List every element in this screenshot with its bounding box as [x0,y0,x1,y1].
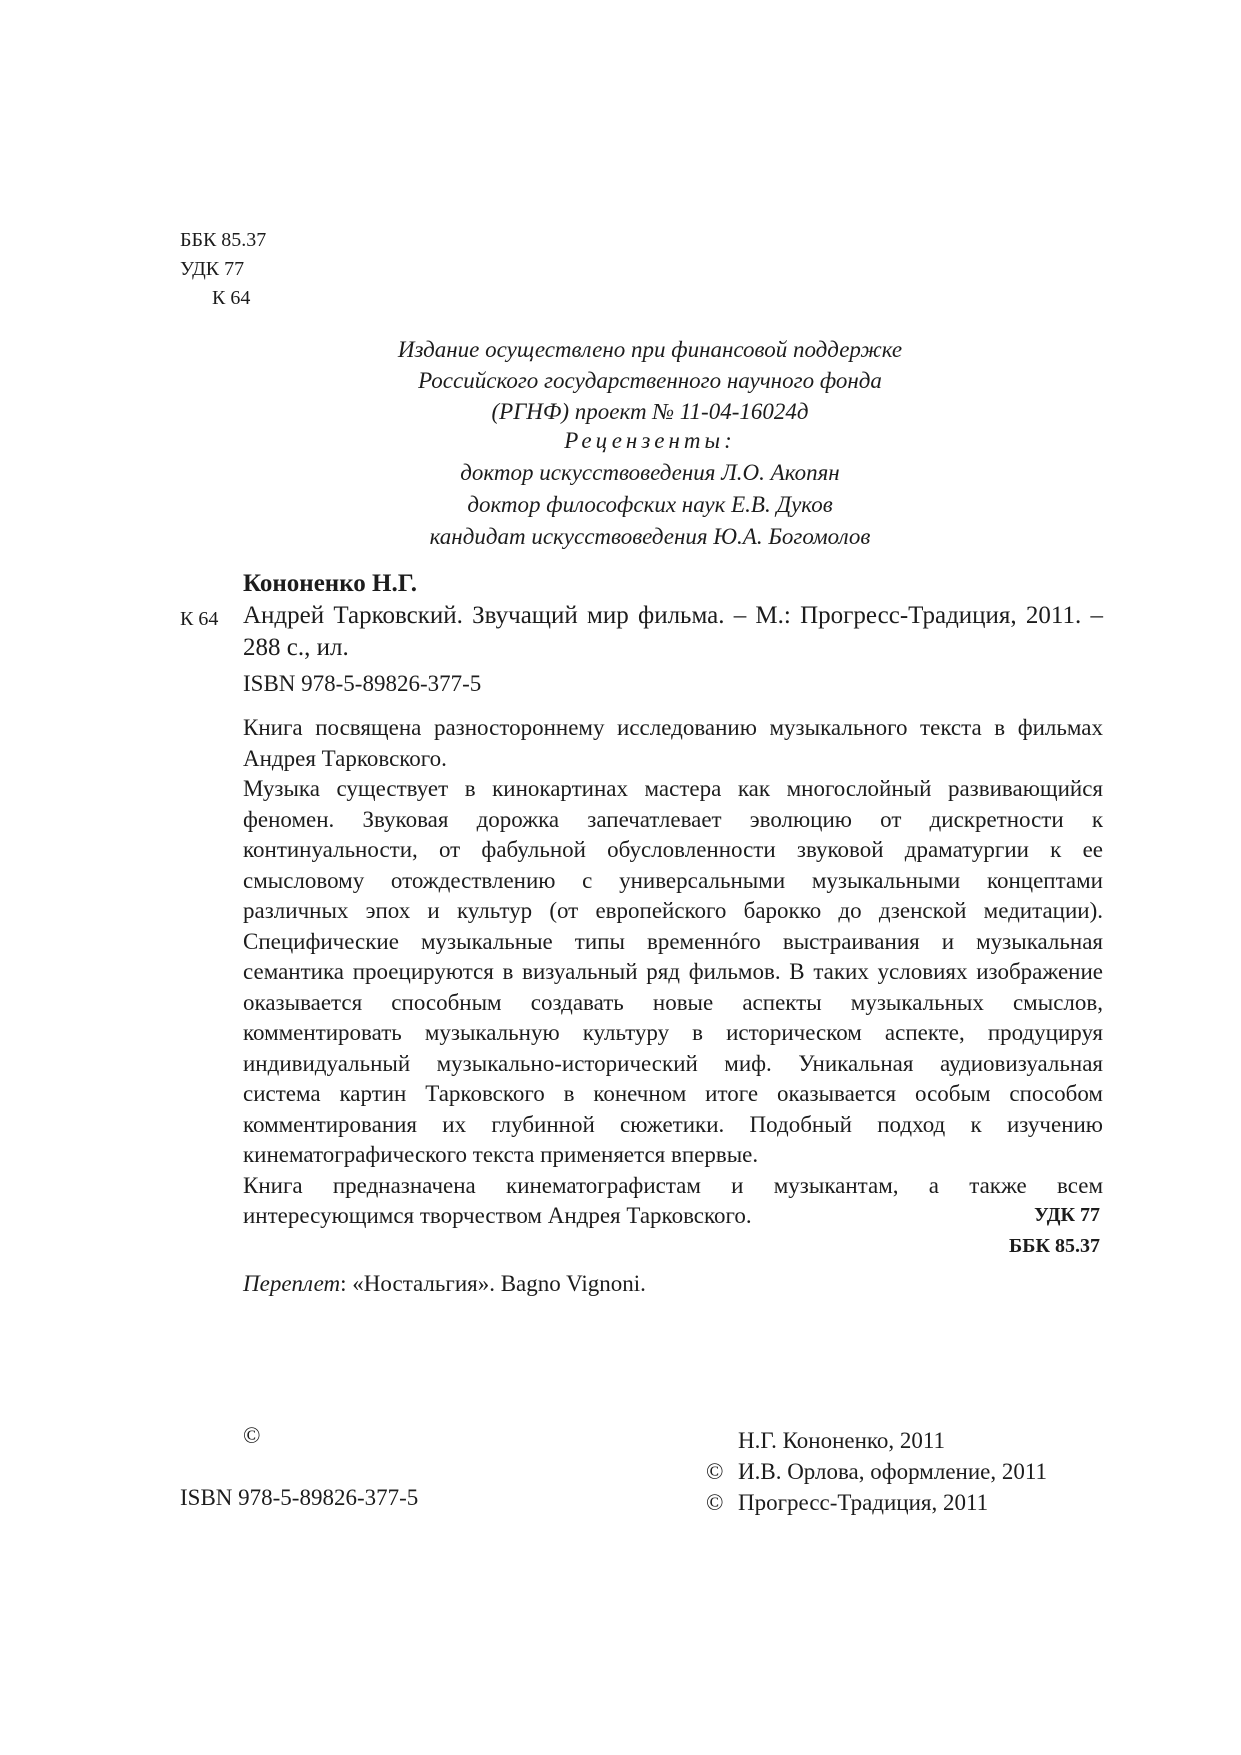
funding-line: (РГНФ) проект № 11-04-16024д [491,399,809,424]
copyright-line-symbol: © [706,1490,724,1515]
entry-isbn: ISBN 978-5-89826-377-5 [243,671,482,696]
copyright-line [706,1456,1047,1487]
reviewer: кандидат искусствоведения Ю.А. Богомолов [429,524,871,549]
copyright-line [706,1425,1047,1456]
binding-note [243,1268,646,1300]
binding-text: : «Ностальгия». Bagno Vignoni. [340,1271,646,1296]
author-sign-code: К 64 [212,287,251,309]
copyright-lines [706,1425,1047,1518]
footer-isbn: ISBN 978-5-89826-377-5 [180,1485,419,1510]
classification-right [900,1200,1100,1262]
entry-code: К 64 [180,608,219,630]
reviewers-block [300,425,1000,553]
classification-block [180,226,266,313]
copyright-line [706,1487,1047,1518]
udk-code-right: УДК 77 [1034,1204,1100,1226]
bibliographic-description: Андрей Тарковский. Звучащий мир фильма. – М.: Прогресс-Традиция, 2011. – 288 с., ил. [243,602,1103,661]
annotation [243,713,1103,1232]
annotation-paragraph: Книга посвящена разностороннему исследованию музыкального текста в фильмах Андрея Тарковского. [243,715,1103,771]
annotation-paragraph: Книга предназначена кинематографистам и музыкантам, а также всем интересующимся творчеством Андрея Тарковского. [243,1172,1103,1228]
funding-line: Российского государственного научного фонда [418,368,882,393]
copyright-line-symbol: © [706,1459,724,1484]
bbk-code-right: ББК 85.37 [1009,1235,1100,1257]
annotation-paragraph: Музыка существует в кинокартинах мастера как многослойный развивающийся феномен. Звуковая дорожка запечатлевает эволюцию от дискретности к континуальности, от фабульной обусловленности звуковой драматургии к ее смысловому отождествлению с универсальными музыкальными концептами различных эпох и культур (от европейского барокко до дзенской медитации). Специфические музыкальные типы временнóго выстраивания и музыкальная семантика проецируются в визуальный ряд фильмов. В таких условиях изображение оказывается способным создавать новые аспекты музыкальных смыслов, комментировать музыкальную культуру в историческом аспекте, продуцируя индивидуальный музыкально-исторический миф. Уникальная аудиовизуальная система картин Тарковского в конечном итоге оказывается особым способом комментирования их глубинной сюжетики. Подобный подход к изучению кинематографического текста применяется впервые. [243,776,1103,1167]
reviewer: доктор искусствоведения Л.О. Акопян [460,460,840,485]
copyright-line-text: Н.Г. Кононенко, 2011 [738,1428,946,1453]
bbk-code: ББК 85.37 [180,229,267,251]
binding-label: Переплет [243,1271,341,1296]
udk-code: УДК 77 [180,258,245,280]
copyright-symbol: © [243,1423,261,1448]
funding-note [300,334,1000,427]
copyright-line-text: И.В. Орлова, оформление, 2011 [738,1459,1048,1484]
reviewer: доктор философских наук Е.В. Дуков [467,492,833,517]
reviewers-heading: Рецензенты: [564,428,736,453]
copyright-line-text: Прогресс-Традиция, 2011 [738,1490,989,1515]
funding-line: Издание осуществлено при финансовой поддержке [397,337,903,362]
author-name: Кононенко Н.Г. [243,570,418,597]
